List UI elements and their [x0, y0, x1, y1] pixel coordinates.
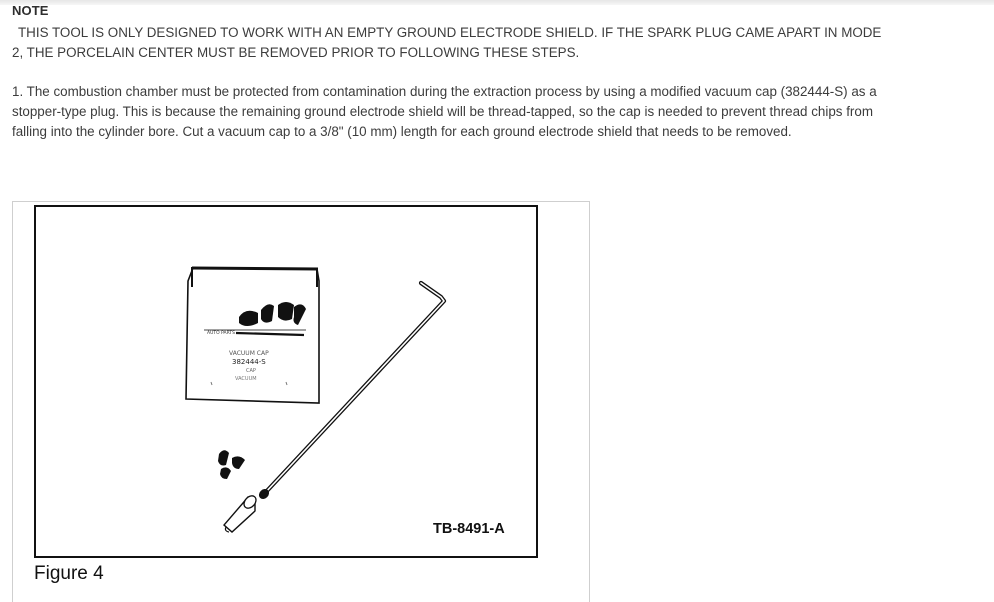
loose-vacuum-caps — [218, 450, 245, 479]
cut-vacuum-cap — [224, 493, 258, 532]
top-border — [0, 0, 994, 5]
vacuum-cap-package — [186, 267, 319, 403]
package-line1: VACUUM CAP — [229, 350, 269, 357]
figure-code: TB-8491-A — [433, 521, 505, 537]
note-text: THIS TOOL IS ONLY DESIGNED TO WORK WITH AN EMPTY GROUND ELECTRODE SHIELD. IF THE SPARK PLUG CAME APART IN MODE 2, THE PORCELAIN CENTER MUST BE REMOVED PRIOR TO FOLLOWING THESE STEPS. — [12, 25, 882, 60]
package-line3: CAP — [246, 368, 256, 374]
figure-illustration — [34, 205, 538, 558]
note-title: NOTE — [12, 3, 49, 18]
illustration-svg — [36, 207, 536, 556]
package-part-number: 382444-S — [232, 358, 266, 366]
figure-caption: Figure 4 — [34, 563, 104, 584]
step-1-text: 1. The combustion chamber must be protected from contamination during the extraction process by using a modified vacuum cap (382444-S) as a stopper-type plug. This is because the remaining ground electrode shield will be thread-tapped, so the cap is needed to prevent thread chips from falling into the cylinder bore. Cut a vacuum cap to a 3/8" (10 mm) length for each ground electrode shield that needs to be removed. — [12, 84, 877, 139]
svg-text:AUTO PARTS: AUTO PARTS — [207, 331, 236, 336]
package-line4: VACUUM — [235, 376, 257, 382]
